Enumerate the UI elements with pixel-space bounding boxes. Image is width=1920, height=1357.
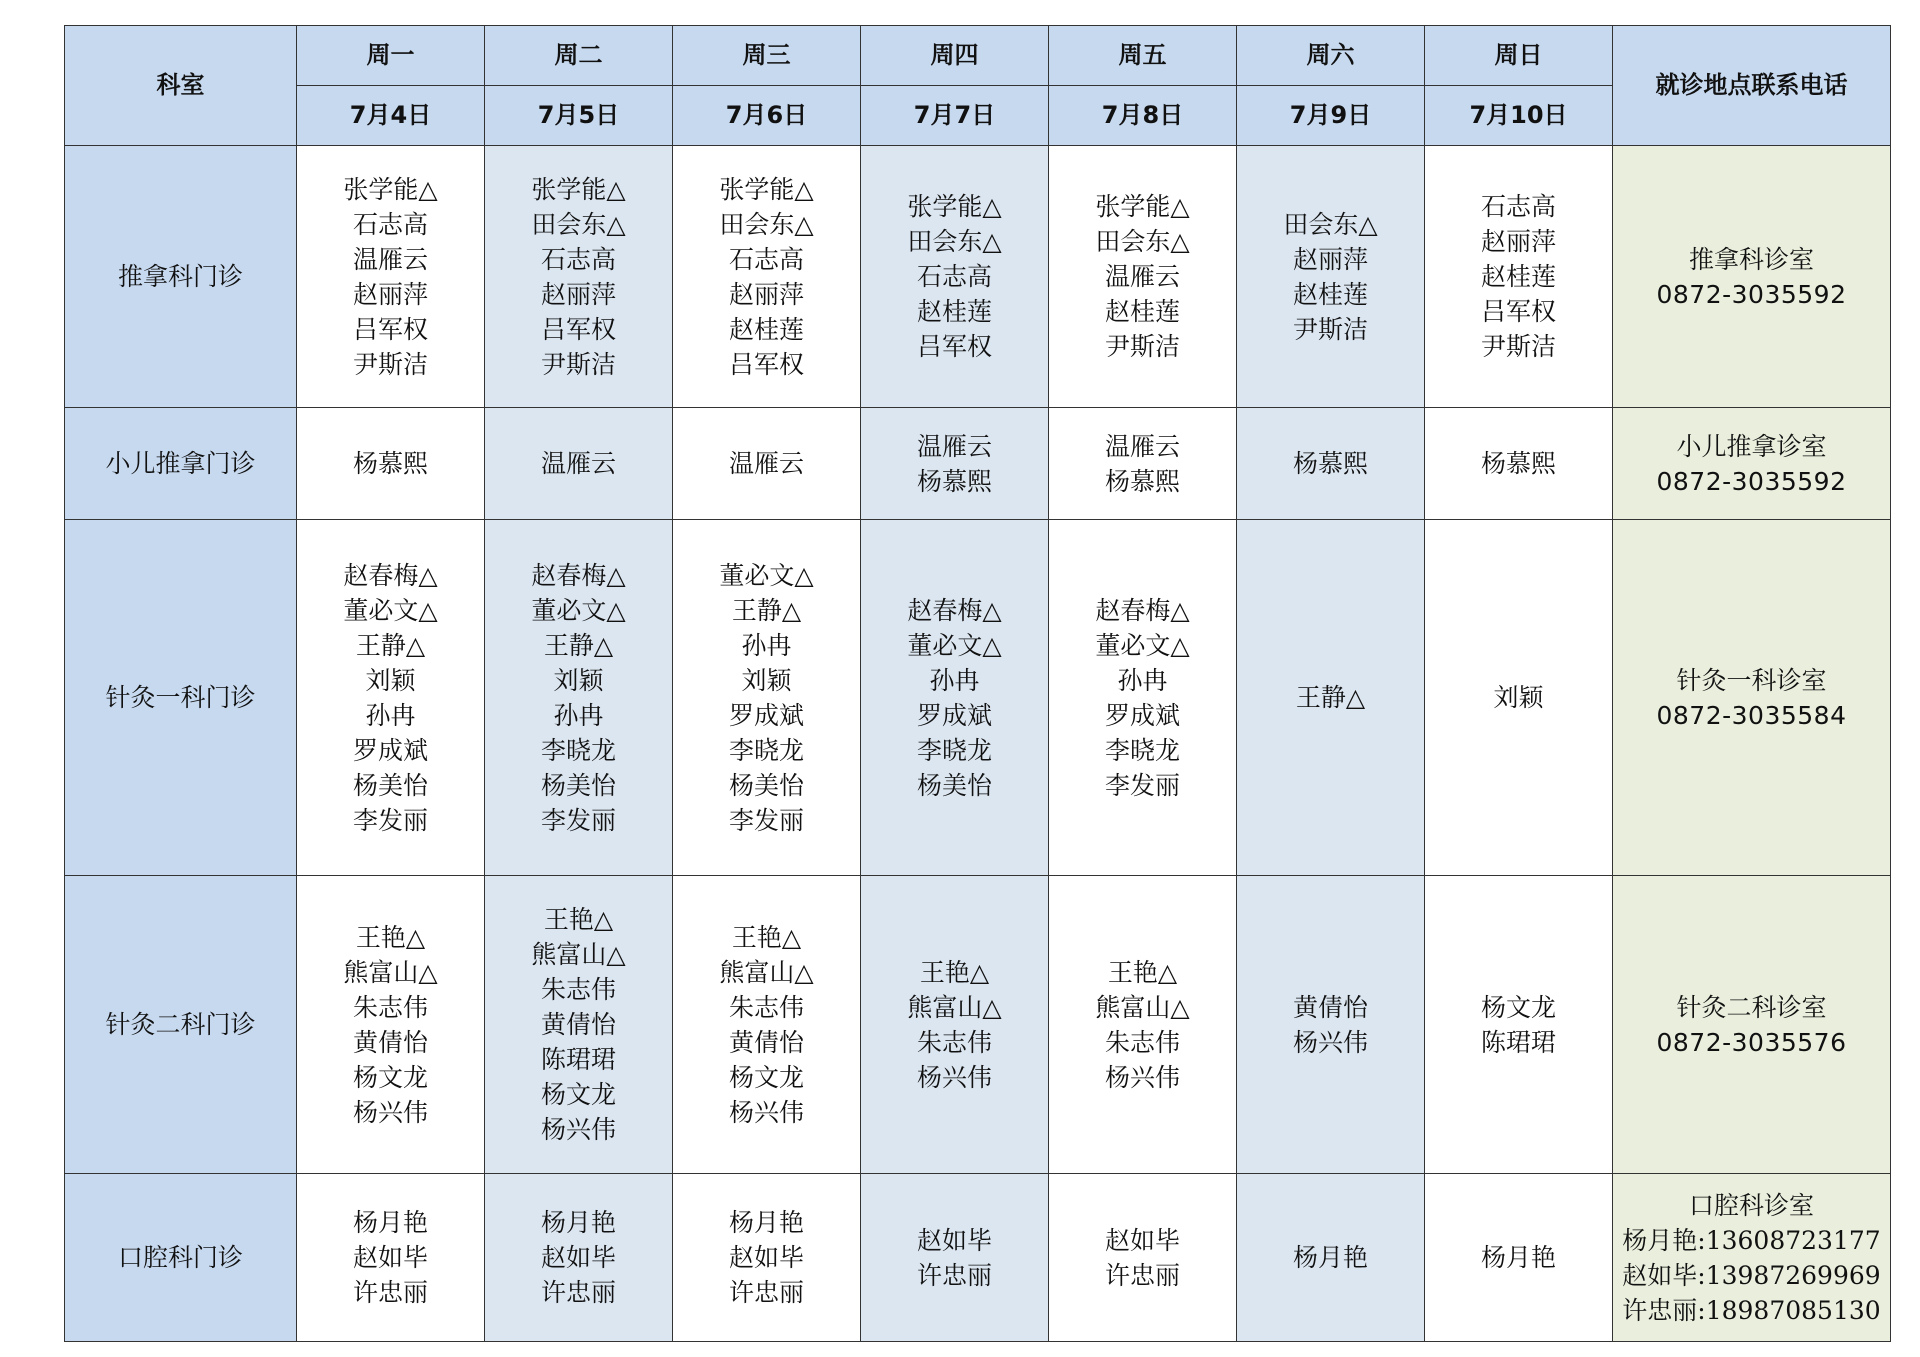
doctor-name: 吕军权	[1480, 297, 1556, 326]
contact-phone: 杨月艳:13608723177	[1622, 1225, 1881, 1255]
schedule-cell	[485, 520, 673, 876]
schedule-cell	[673, 876, 861, 1174]
doctor-name: 杨兴伟	[1104, 1062, 1180, 1092]
contact-cell	[1613, 520, 1891, 876]
doctor-name: 吕军权	[728, 349, 804, 379]
schedule-cell	[1049, 146, 1237, 408]
doctor-name: 赵如毕	[916, 1225, 992, 1255]
schedule-cell	[1237, 408, 1425, 520]
schedule-cell	[297, 1174, 485, 1342]
doctor-name: 赵丽萍	[1480, 227, 1556, 256]
clinic-room-name: 针灸二科诊室	[1676, 992, 1827, 1022]
doctor-name: 田会东△	[1283, 209, 1378, 239]
doctor-name: 杨文龙	[352, 1062, 428, 1092]
doctor-name: 温雁云	[540, 449, 616, 478]
doctor-name: 朱志伟	[728, 992, 804, 1022]
doctor-name: 孙冉	[741, 630, 792, 660]
contact-cell	[1613, 1174, 1891, 1342]
contact-phone: 许忠丽:18987085130	[1622, 1295, 1881, 1325]
doctor-name: 赵桂莲	[728, 314, 804, 344]
doctor-name: 杨慕熙	[1292, 449, 1368, 478]
header-date-sun: 7月10日	[1425, 86, 1613, 146]
doctor-name: 刘颖	[741, 665, 792, 695]
doctor-name: 尹斯洁	[540, 349, 616, 379]
doctor-name: 杨文龙	[1480, 992, 1556, 1022]
doctor-name: 刘颖	[1493, 683, 1544, 712]
doctor-name: 田会东△	[1095, 227, 1190, 256]
dept-name: 推拿科门诊	[65, 146, 297, 408]
schedule-cell	[673, 408, 861, 520]
doctor-name: 李晓龙	[728, 735, 804, 765]
doctor-name: 许忠丽	[1104, 1260, 1180, 1290]
doctor-name: 吕军权	[916, 332, 992, 361]
contact-cell	[1613, 408, 1891, 520]
doctor-name: 赵丽萍	[540, 279, 616, 309]
clinic-room-name: 口腔科诊室	[1688, 1190, 1814, 1220]
doctor-name: 王艳△	[919, 957, 990, 987]
doctor-name: 杨慕熙	[1104, 466, 1180, 496]
doctor-name: 石志高	[540, 244, 616, 274]
schedule-cell	[1049, 408, 1237, 520]
header-weekday-wed: 周三	[673, 26, 861, 86]
doctor-name: 杨月艳	[540, 1208, 616, 1237]
header-weekday-sat: 周六	[1237, 26, 1425, 86]
doctor-name: 赵桂莲	[1292, 279, 1368, 309]
doctor-name: 石志高	[728, 244, 804, 274]
header-date-wed: 7月6日	[673, 86, 861, 146]
header-weekday-mon: 周一	[297, 26, 485, 86]
doctor-name: 朱志伟	[1104, 1027, 1180, 1057]
doctor-name: 黄倩怡	[728, 1027, 804, 1057]
schedule-cell	[861, 408, 1049, 520]
schedule-cell	[673, 146, 861, 408]
doctor-name: 熊富山△	[907, 992, 1002, 1022]
doctor-name: 赵春梅△	[1095, 595, 1190, 625]
doctor-name: 朱志伟	[916, 1027, 992, 1057]
contact-phone: 0872-3035584	[1656, 700, 1847, 730]
schedule-cell	[485, 146, 673, 408]
doctor-name: 罗成斌	[1104, 700, 1180, 730]
doctor-name: 温雁云	[1104, 431, 1180, 461]
table-row	[65, 520, 1891, 876]
doctor-name: 杨文龙	[728, 1062, 804, 1092]
schedule-cell	[485, 408, 673, 520]
schedule-cell	[1237, 1174, 1425, 1342]
doctor-name: 尹斯洁	[352, 349, 428, 379]
doctor-name: 李发丽	[1104, 770, 1180, 800]
schedule-cell	[1237, 520, 1425, 876]
doctor-name: 孙冉	[365, 700, 416, 730]
table-row	[65, 1174, 1891, 1342]
doctor-name: 王艳△	[355, 922, 426, 952]
doctor-name: 董必文△	[1095, 630, 1190, 660]
doctor-name: 李晓龙	[1104, 735, 1180, 765]
header-contact: 就诊地点联系电话	[1613, 26, 1891, 146]
table-row	[65, 146, 1891, 408]
doctor-name: 尹斯洁	[1480, 332, 1556, 361]
schedule-cell	[485, 1174, 673, 1342]
doctor-name: 黄倩怡	[1292, 992, 1368, 1022]
dept-name: 小儿推拿门诊	[65, 408, 297, 520]
contact-cell	[1613, 146, 1891, 408]
clinic-room-name: 小儿推拿诊室	[1676, 431, 1827, 461]
doctor-name: 许忠丽	[916, 1260, 992, 1290]
doctor-name: 杨慕熙	[1480, 449, 1556, 478]
doctor-name: 孙冉	[553, 700, 604, 730]
schedule-cell	[1425, 146, 1613, 408]
schedule-cell	[1049, 876, 1237, 1174]
doctor-name: 赵丽萍	[352, 279, 428, 309]
doctor-name: 吕军权	[540, 314, 616, 344]
schedule-cell	[1425, 408, 1613, 520]
contact-phone: 0872-3035576	[1656, 1027, 1847, 1057]
doctor-name: 赵春梅△	[531, 560, 626, 590]
doctor-name: 杨兴伟	[728, 1097, 804, 1127]
clinic-room-name: 推拿科诊室	[1688, 244, 1814, 274]
contact-phone: 赵如毕:13987269969	[1622, 1260, 1881, 1290]
doctor-name: 赵春梅△	[343, 560, 438, 590]
doctor-name: 石志高	[916, 262, 992, 291]
doctor-name: 赵春梅△	[907, 595, 1002, 625]
doctor-name: 董必文△	[343, 595, 438, 625]
doctor-name: 赵如毕	[728, 1243, 804, 1272]
dept-name: 针灸二科门诊	[65, 876, 297, 1174]
doctor-name: 石志高	[352, 209, 428, 239]
doctor-name: 李发丽	[540, 805, 616, 835]
doctor-name: 李晓龙	[540, 735, 616, 765]
doctor-name: 王艳△	[543, 905, 614, 934]
schedule-cell	[297, 876, 485, 1174]
schedule-cell	[297, 408, 485, 520]
doctor-name: 杨文龙	[540, 1080, 616, 1109]
header-date-sat: 7月9日	[1237, 86, 1425, 146]
doctor-name: 熊富山△	[719, 957, 814, 987]
doctor-name: 杨慕熙	[352, 449, 428, 478]
schedule-cell	[861, 876, 1049, 1174]
duty-schedule-table	[64, 25, 1891, 1342]
doctor-name: 杨兴伟	[916, 1062, 992, 1092]
doctor-name: 王静△	[731, 595, 802, 625]
schedule-cell	[1425, 876, 1613, 1174]
doctor-name: 温雁云	[1104, 262, 1180, 291]
doctor-name: 罗成斌	[728, 700, 804, 730]
doctor-name: 赵丽萍	[1292, 244, 1368, 274]
contact-cell	[1613, 876, 1891, 1174]
schedule-cell	[1425, 1174, 1613, 1342]
doctor-name: 董必文△	[719, 560, 814, 590]
schedule-cell	[297, 146, 485, 408]
dept-name: 针灸一科门诊	[65, 520, 297, 876]
doctor-name: 杨慕熙	[916, 466, 992, 496]
doctor-name: 王静△	[355, 630, 426, 660]
doctor-name: 温雁云	[728, 449, 804, 478]
doctor-name: 张学能△	[343, 174, 438, 204]
doctor-name: 王静△	[543, 630, 614, 660]
doctor-name: 杨美怡	[540, 770, 616, 800]
doctor-name: 罗成斌	[916, 700, 992, 730]
schedule-cell	[1237, 876, 1425, 1174]
doctor-name: 杨美怡	[728, 770, 804, 800]
doctor-name: 孙冉	[929, 665, 980, 695]
doctor-name: 李发丽	[352, 805, 428, 835]
doctor-name: 赵桂莲	[1104, 297, 1180, 326]
table-row	[65, 876, 1891, 1174]
doctor-name: 田会东△	[719, 209, 814, 239]
doctor-name: 孙冉	[1117, 665, 1168, 695]
doctor-name: 陈珺珺	[540, 1045, 616, 1074]
schedule-cell	[673, 520, 861, 876]
header-date-tue: 7月5日	[485, 86, 673, 146]
doctor-name: 王静△	[1295, 683, 1366, 712]
doctor-name: 张学能△	[907, 192, 1002, 221]
doctor-name: 赵如毕	[540, 1243, 616, 1272]
doctor-name: 赵桂莲	[1480, 262, 1556, 291]
header-date-thu: 7月7日	[861, 86, 1049, 146]
doctor-name: 黄倩怡	[352, 1027, 428, 1057]
schedule-cell	[1049, 1174, 1237, 1342]
doctor-name: 熊富山△	[1095, 992, 1190, 1022]
table-row	[65, 408, 1891, 520]
doctor-name: 李晓龙	[916, 735, 992, 765]
schedule-cell	[1237, 146, 1425, 408]
doctor-name: 温雁云	[352, 244, 428, 274]
schedule-cell	[1049, 520, 1237, 876]
schedule-cell	[485, 876, 673, 1174]
doctor-name: 温雁云	[916, 431, 992, 461]
doctor-name: 杨月艳	[352, 1208, 428, 1237]
doctor-name: 杨兴伟	[352, 1097, 428, 1127]
doctor-name: 田会东△	[907, 227, 1002, 256]
doctor-name: 赵丽萍	[728, 279, 804, 309]
doctor-name: 赵如毕	[1104, 1225, 1180, 1255]
doctor-name: 朱志伟	[540, 975, 616, 1004]
header-weekday-thu: 周四	[861, 26, 1049, 86]
doctor-name: 尹斯洁	[1292, 314, 1368, 344]
doctor-name: 刘颖	[553, 665, 604, 695]
doctor-name: 张学能△	[719, 174, 814, 204]
doctor-name: 王艳△	[731, 922, 802, 952]
doctor-name: 熊富山△	[343, 957, 438, 987]
clinic-room-name: 针灸一科诊室	[1676, 665, 1827, 695]
schedule-body	[65, 146, 1891, 1342]
schedule-cell	[861, 1174, 1049, 1342]
doctor-name: 李发丽	[728, 805, 804, 835]
header-date-mon: 7月4日	[297, 86, 485, 146]
contact-phone: 0872-3035592	[1656, 279, 1847, 309]
schedule-cell	[1425, 520, 1613, 876]
doctor-name: 杨月艳	[1292, 1243, 1368, 1272]
header-date-fri: 7月8日	[1049, 86, 1237, 146]
doctor-name: 张学能△	[1095, 192, 1190, 221]
dept-name: 口腔科门诊	[65, 1174, 297, 1342]
doctor-name: 黄倩怡	[540, 1010, 616, 1039]
doctor-name: 许忠丽	[352, 1278, 428, 1307]
doctor-name: 吕军权	[352, 314, 428, 344]
doctor-name: 赵桂莲	[916, 297, 992, 326]
doctor-name: 陈珺珺	[1480, 1027, 1556, 1057]
doctor-name: 朱志伟	[352, 992, 428, 1022]
doctor-name: 杨美怡	[352, 770, 428, 800]
doctor-name: 杨月艳	[1480, 1243, 1556, 1272]
doctor-name: 罗成斌	[352, 735, 428, 765]
header-weekday-tue: 周二	[485, 26, 673, 86]
doctor-name: 田会东△	[531, 209, 626, 239]
doctor-name: 尹斯洁	[1104, 332, 1180, 361]
doctor-name: 王艳△	[1107, 957, 1178, 987]
doctor-name: 熊富山△	[531, 940, 626, 969]
schedule-cell	[861, 520, 1049, 876]
doctor-name: 董必文△	[531, 595, 626, 625]
doctor-name: 石志高	[1480, 192, 1556, 221]
header-weekday-fri: 周五	[1049, 26, 1237, 86]
doctor-name: 张学能△	[531, 174, 626, 204]
schedule-cell	[297, 520, 485, 876]
contact-phone: 0872-3035592	[1656, 466, 1847, 496]
header-weekday-sun: 周日	[1425, 26, 1613, 86]
doctor-name: 杨美怡	[916, 770, 992, 800]
doctor-name: 杨月艳	[728, 1208, 804, 1237]
doctor-name: 许忠丽	[728, 1278, 804, 1307]
doctor-name: 杨兴伟	[1292, 1027, 1368, 1057]
schedule-cell	[673, 1174, 861, 1342]
doctor-name: 许忠丽	[540, 1278, 616, 1307]
doctor-name: 董必文△	[907, 630, 1002, 660]
doctor-name: 杨兴伟	[540, 1115, 616, 1144]
header-dept: 科室	[65, 26, 297, 146]
doctor-name: 刘颖	[365, 665, 416, 695]
schedule-cell	[861, 146, 1049, 408]
doctor-name: 赵如毕	[352, 1243, 428, 1272]
